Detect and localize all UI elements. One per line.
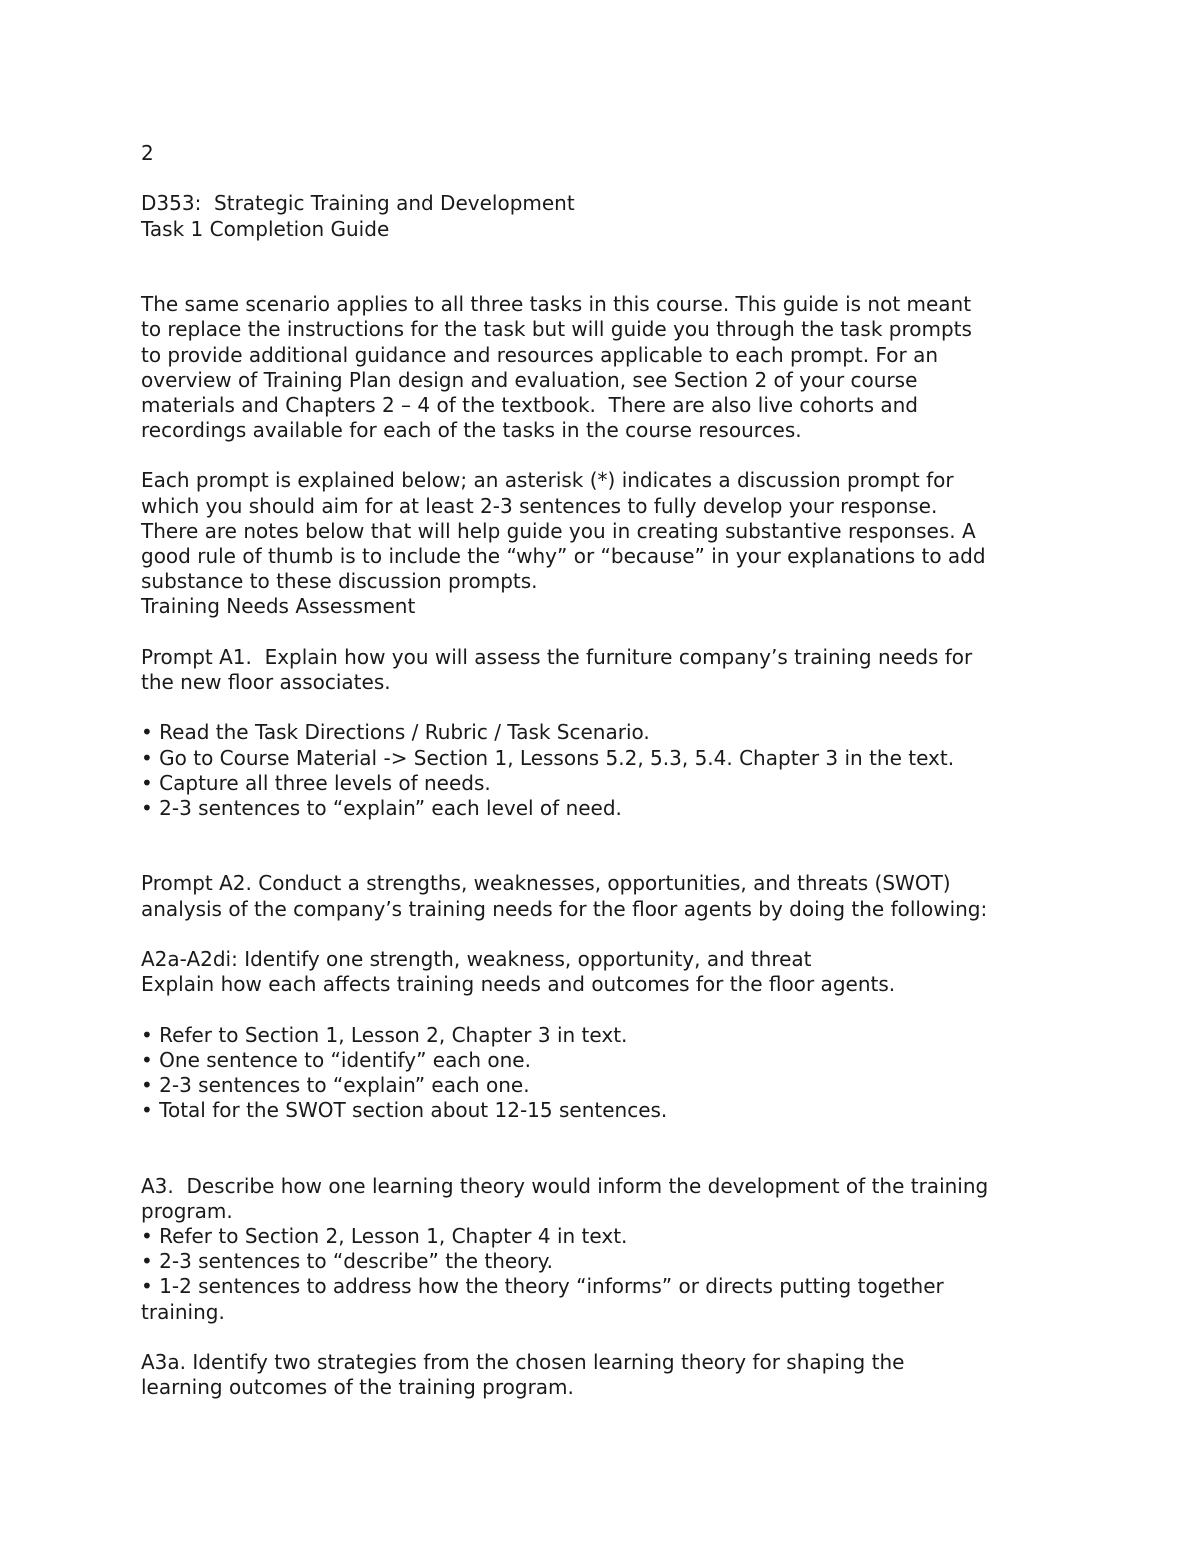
bullet-list [141,1023,1071,1124]
paragraph-line: good rule of thumb is to include the “why” or “because” in your explanations to add [141,544,986,568]
spacer [141,620,1071,645]
paragraph-line: The same scenario applies to all three tasks in this course. This guide is not meant [141,292,972,317]
page-number: 2 [141,141,154,165]
paragraph-line: recordings available for each of the tasks in the course resources. [141,418,802,443]
spacer [141,166,1071,191]
bullet-list [141,720,1071,821]
prompt-line: Prompt A2. Conduct a strengths, weaknesses, opportunities, and threats (SWOT) [141,871,951,896]
bullet-item: • Total for the SWOT section about 12-15 sentences. [141,1098,668,1123]
prompt-line: A3. Describe how one learning theory would inform the development of the training [141,1173,989,1198]
prompt-line: the new floor associates. [141,669,391,694]
spacer [141,922,1071,947]
bullet-list [141,1224,1071,1325]
spacer [141,846,1071,871]
spacer [141,1149,1071,1174]
prompt-line: learning outcomes of the training program. [141,1375,574,1400]
prompt-a2 [141,871,1071,1123]
prompt-line: A3a. Identify two strategies from the chosen learning theory for shaping the [141,1350,905,1374]
spacer [141,267,1071,292]
sub-prompt-line: Explain how each affects training needs and outcomes for the floor agents. [141,972,896,997]
bullet-item: • One sentence to “identify” each one. [141,1047,531,1072]
paragraph-line: to provide additional guidance and resources applicable to each prompt. For an [141,342,939,367]
section-heading: Training Needs Assessment [141,594,416,619]
spacer [141,1123,1071,1148]
paragraph-line: overview of Training Plan design and evaluation, see Section 2 of your course [141,367,918,392]
course-title: D353: Strategic Training and Development [141,191,575,216]
intro-paragraph [141,292,1071,443]
prompt-a3a [141,1350,1071,1400]
paragraph-line: materials and Chapters 2 – 4 of the textbook. There are also live cohorts and [141,392,919,417]
prompt-line: program. [141,1198,233,1223]
bullet-item: • 1-2 sentences to address how the theory “informs” or directs putting together [141,1274,944,1299]
bullet-item: • Refer to Section 1, Lesson 2, Chapter 3 in text. [141,1022,628,1047]
bullet-item: training. [141,1299,225,1324]
bullet-item: • 2-3 sentences to “explain” each level of need. [141,795,622,820]
bullet-item: • 2-3 sentences to “describe” the theory. [141,1249,553,1274]
bullet-item: • Capture all three levels of needs. [141,770,491,795]
prompt-line: analysis of the company’s training needs for the floor agents by doing the following: [141,896,988,921]
bullet-item: • Read the Task Directions / Rubric / Task Scenario. [141,720,650,745]
sub-prompt-line: A2a-A2di: Identify one strength, weakness, opportunity, and threat [141,947,812,971]
prompt-a3 [141,1174,1071,1325]
bullet-item: • 2-3 sentences to “explain” each one. [141,1072,530,1097]
spacer [141,821,1071,846]
spacer [141,443,1071,468]
spacer [141,1325,1071,1350]
paragraph-line: which you should aim for at least 2-3 sentences to fully develop your response. [141,493,938,518]
paragraph-line: There are notes below that will help guide you in creating substantive responses. A [141,518,976,543]
document-page [141,141,1071,1400]
guide-title: Task 1 Completion Guide [141,216,390,241]
paragraph-line: substance to these discussion prompts. [141,569,538,594]
instructions-paragraph [141,468,1071,594]
paragraph-line: Each prompt is explained below; an asterisk (*) indicates a discussion prompt for [141,468,954,493]
bullet-item: • Go to Course Material -> Section 1, Lessons 5.2, 5.3, 5.4. Chapter 3 in the text. [141,745,955,770]
spacer [141,242,1071,267]
prompt-line: Prompt A1. Explain how you will assess the furniture company’s training needs for [141,644,973,669]
prompt-a1 [141,645,1071,821]
spacer [141,997,1071,1022]
bullet-item: • Refer to Section 2, Lesson 1, Chapter 4 in text. [141,1224,628,1249]
spacer [141,695,1071,720]
paragraph-line: to replace the instructions for the task but will guide you through the task prompts [141,317,972,342]
